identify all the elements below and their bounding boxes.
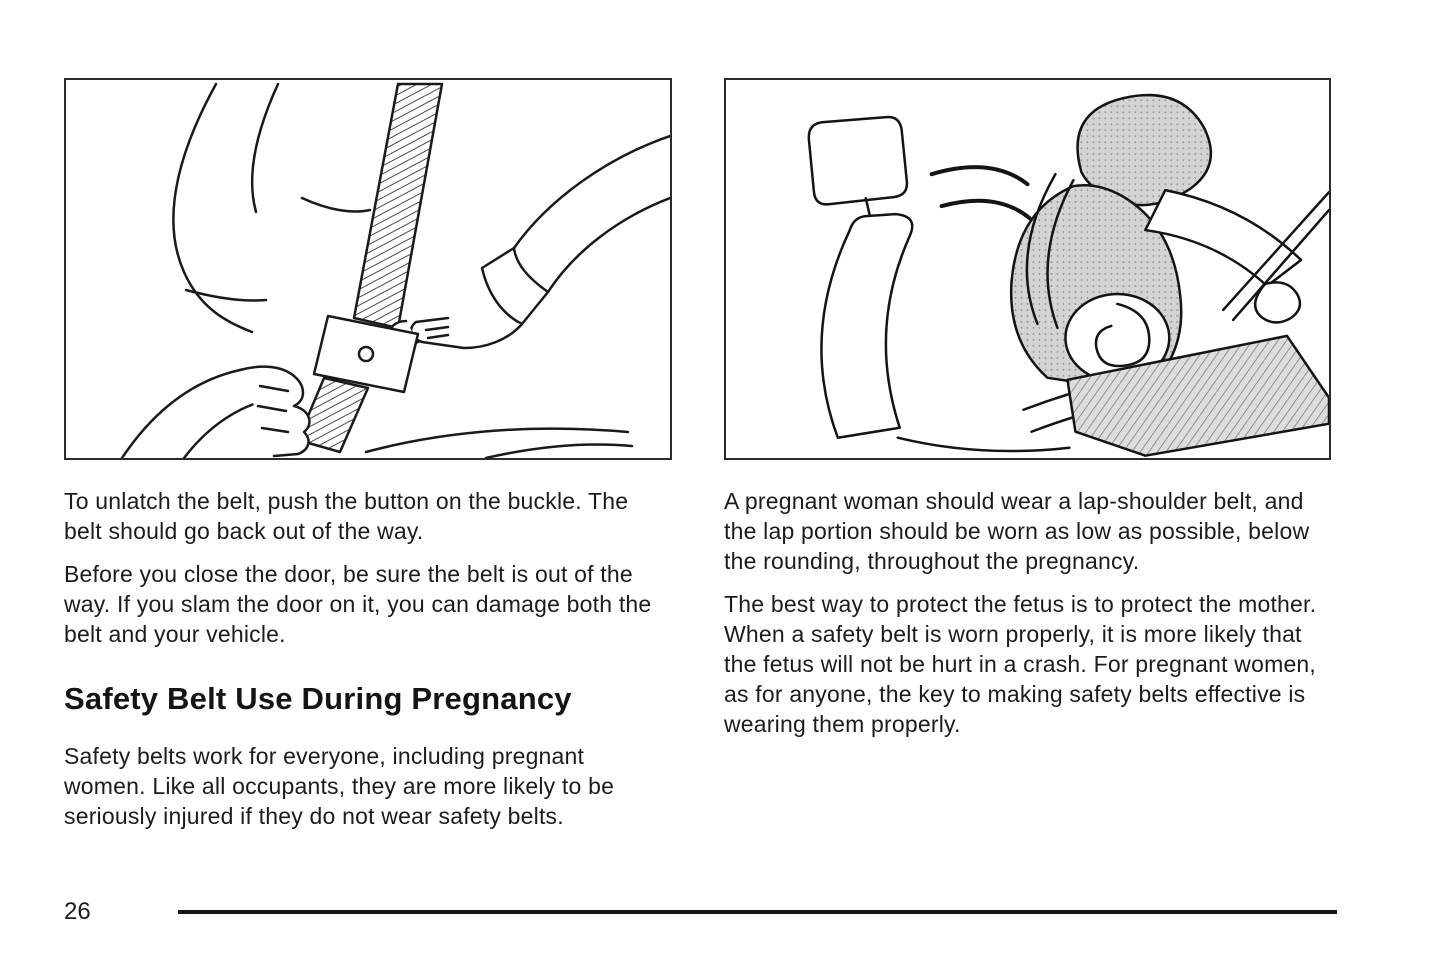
figure-belt-unlatch <box>64 78 672 460</box>
page-footer <box>64 896 1337 928</box>
body-paragraph: A pregnant woman should wear a lap-shoulder belt, and the lap portion should be worn as low as possible, below the rounding, throughout the pregnancy. <box>724 488 1310 574</box>
body-paragraph: To unlatch the belt, push the button on the buckle. The belt should go back out of the way. <box>64 488 629 544</box>
seatbelt-buckle-unlatch-illustration <box>66 80 670 458</box>
right-column <box>724 78 1331 752</box>
footer-rule <box>178 910 1337 914</box>
pregnant-woman-lap-shoulder-belt-illustration <box>726 80 1329 458</box>
section-heading: Safety Belt Use During Pregnancy <box>64 681 572 716</box>
body-paragraph: Safety belts work for everyone, including pregnant women. Like all occupants, they are more likely to be seriously injured if they do not wear safety belts. <box>64 743 615 829</box>
body-paragraph: The best way to protect the fetus is to protect the mother. When a safety belt is worn properly, it is more likely that the fetus will not be hurt in a crash. For pregnant women, as for anyone, the key to making safety belts effective is wearing them properly. <box>724 591 1317 737</box>
left-column <box>64 78 672 844</box>
body-paragraph: Before you close the door, be sure the belt is out of the way. If you slam the door on it, you can damage both the belt and your vehicle. <box>64 561 652 647</box>
figure-pregnant-seatbelt <box>724 78 1331 460</box>
page-number: 26 <box>64 898 91 925</box>
